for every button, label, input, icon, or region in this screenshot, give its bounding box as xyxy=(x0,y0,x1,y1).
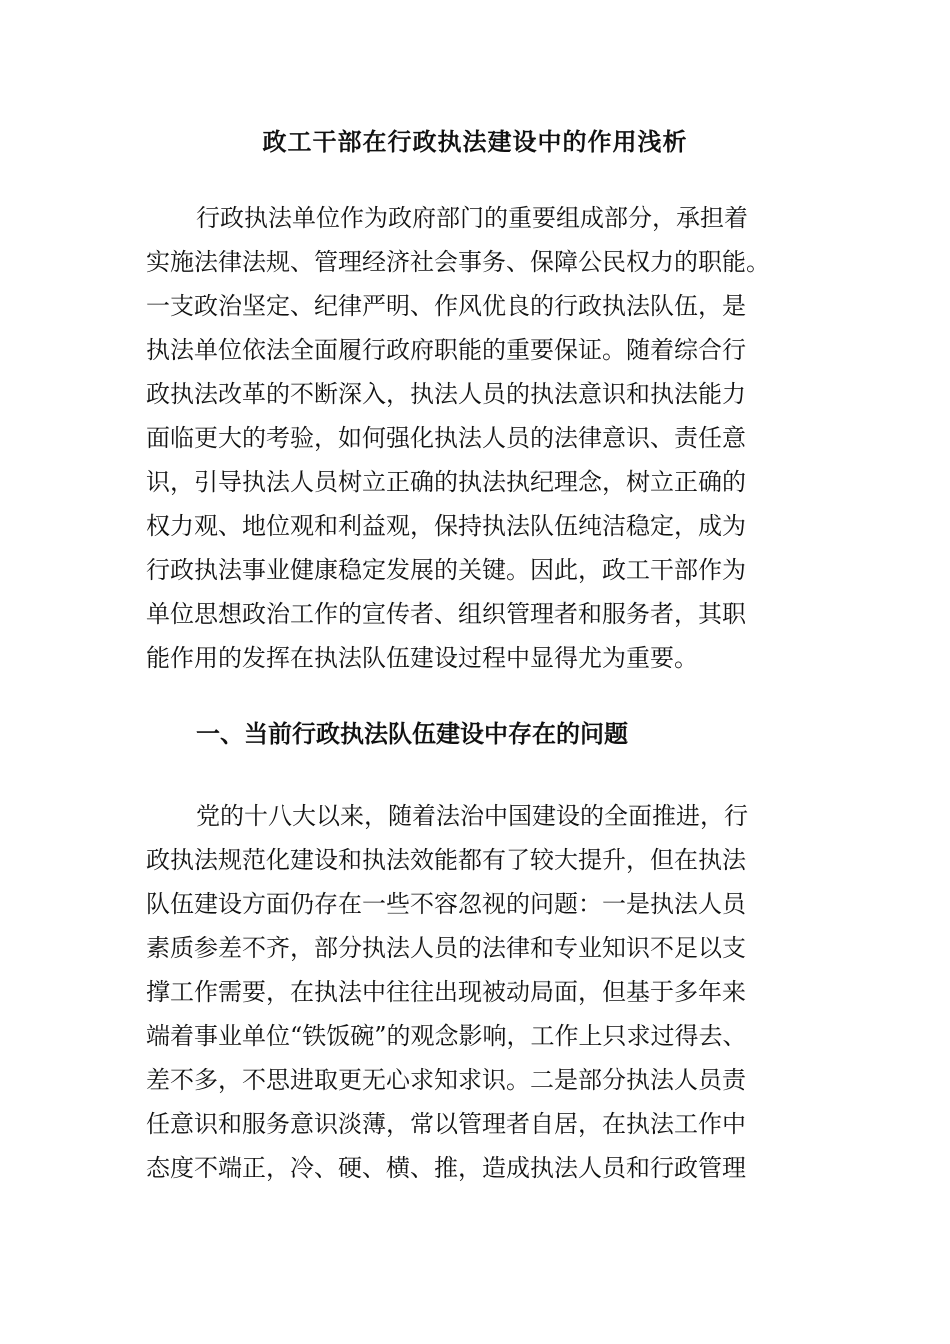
section-paragraph xyxy=(146,794,806,1190)
paragraph-line: 一支政治坚定、纪律严明、作风优良的行政执法队伍，是 xyxy=(146,292,746,320)
paragraph-line: 行政执法事业健康稳定发展的关键。因此，政工干部作为 xyxy=(146,556,746,584)
paragraph-line: 素质参差不齐，部分执法人员的法律和专业知识不足以支 xyxy=(146,934,746,962)
paragraph-line: 端着事业单位“铁饭碗”的观念影响，工作上只求过得去、 xyxy=(146,1022,747,1050)
intro-paragraph xyxy=(146,196,806,680)
paragraph-line: 执法单位依法全面履行政府职能的重要保证。随着综合行 xyxy=(146,336,746,364)
paragraph-line: 识，引导执法人员树立正确的执法执纪理念，树立正确的 xyxy=(146,468,746,496)
paragraph-line: 行政执法单位作为政府部门的重要组成部分，承担着 xyxy=(196,204,748,232)
section-heading: 一、当前行政执法队伍建设中存在的问题 xyxy=(196,719,628,748)
paragraph-line: 单位思想政治工作的宣传者、组织管理者和服务者，其职 xyxy=(146,600,746,628)
paragraph-line: 任意识和服务意识淡薄，常以管理者自居，在执法工作中 xyxy=(146,1110,746,1138)
paragraph-line: 能作用的发挥在执法队伍建设过程中显得尤为重要。 xyxy=(146,644,698,672)
paragraph-line: 实施法律法规、管理经济社会事务、保障公民权力的职能。 xyxy=(146,248,770,276)
paragraph-line: 权力观、地位观和利益观，保持执法队伍纯洁稳定，成为 xyxy=(146,512,746,540)
paragraph-line: 党的十八大以来，随着法治中国建设的全面推进，行 xyxy=(196,802,748,830)
paragraph-line: 队伍建设方面仍存在一些不容忽视的问题：一是执法人员 xyxy=(146,890,746,918)
paragraph-line: 政执法改革的不断深入，执法人员的执法意识和执法能力 xyxy=(146,380,746,408)
paragraph-line: 面临更大的考验，如何强化执法人员的法律意识、责任意 xyxy=(146,424,746,452)
paragraph-line: 撑工作需要，在执法中往往出现被动局面，但基于多年来 xyxy=(146,978,746,1006)
paragraph-line: 差不多，不思进取更无心求知求识。二是部分执法人员责 xyxy=(146,1066,746,1094)
paragraph-line: 态度不端正，冷、硬、横、推，造成执法人员和行政管理 xyxy=(146,1154,746,1182)
paragraph-line: 政执法规范化建设和执法效能都有了较大提升，但在执法 xyxy=(146,846,746,874)
document-title: 政工干部在行政执法建设中的作用浅析 xyxy=(262,127,688,156)
